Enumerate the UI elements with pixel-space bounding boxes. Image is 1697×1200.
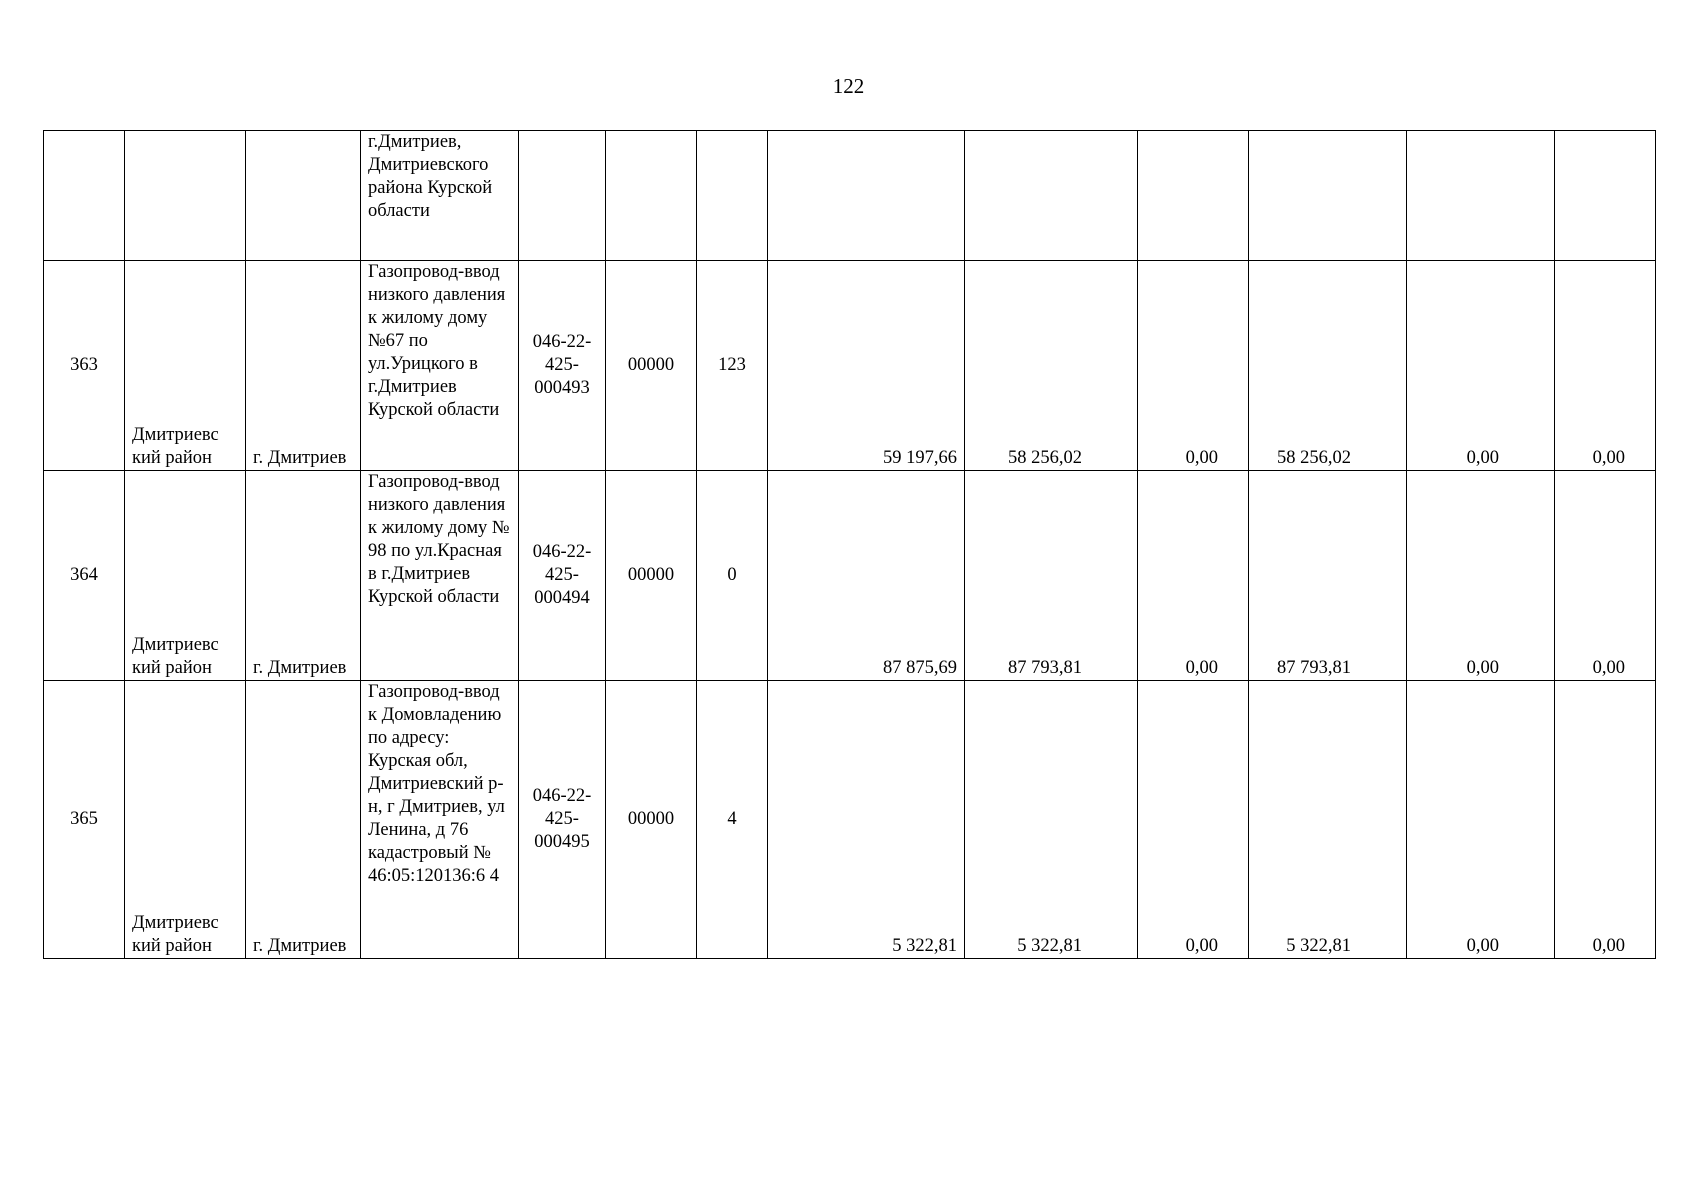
cell-amount6	[1555, 131, 1656, 261]
amount-1: 59 197,66	[768, 261, 965, 471]
cell-num	[44, 131, 125, 261]
amount-6: 0,00	[1555, 681, 1656, 959]
district: Дмитриевс кий район	[125, 261, 246, 471]
amount-5: 0,00	[1407, 471, 1555, 681]
cell-name	[361, 131, 519, 261]
quantity: 0	[697, 471, 768, 681]
amount-1: 5 322,81	[768, 681, 965, 959]
inventory-code: 046-22-425-000493	[519, 261, 606, 471]
cell-code	[519, 131, 606, 261]
row-number: 364	[44, 471, 125, 681]
cell-amount1	[768, 131, 965, 261]
asset-registry-table	[43, 130, 1656, 959]
amount-2: 58 256,02	[965, 261, 1138, 471]
quantity: 123	[697, 261, 768, 471]
zero-code: 00000	[606, 471, 697, 681]
cell-amount2	[965, 131, 1138, 261]
amount-3: 0,00	[1138, 681, 1249, 959]
cell-amount4	[1249, 131, 1407, 261]
inventory-code: 046-22-425-000495	[519, 681, 606, 959]
object-name: Газопровод-ввод низкого давления к жилому дому № 98 по ул.Красная в г.Дмитриев Курской области	[361, 471, 519, 681]
amount-6: 0,00	[1555, 471, 1656, 681]
amount-4: 5 322,81	[1249, 681, 1407, 959]
cell-district	[125, 131, 246, 261]
amount-6: 0,00	[1555, 261, 1656, 471]
cell-amount5	[1407, 131, 1555, 261]
amount-2: 5 322,81	[965, 681, 1138, 959]
city: г. Дмитриев	[246, 681, 361, 959]
cell-city	[246, 131, 361, 261]
cell-amount3	[1138, 131, 1249, 261]
amount-5: 0,00	[1407, 261, 1555, 471]
row-number: 365	[44, 681, 125, 959]
quantity: 4	[697, 681, 768, 959]
table-row-continuation	[44, 131, 1656, 261]
amount-2: 87 793,81	[965, 471, 1138, 681]
zero-code: 00000	[606, 681, 697, 959]
table-row	[44, 471, 1656, 681]
table-row	[44, 261, 1656, 471]
cell-qty	[697, 131, 768, 261]
cell-zero-code	[606, 131, 697, 261]
inventory-code: 046-22-425-000494	[519, 471, 606, 681]
amount-5: 0,00	[1407, 681, 1555, 959]
amount-1: 87 875,69	[768, 471, 965, 681]
page-number: 122	[832, 74, 865, 98]
amount-4: 87 793,81	[1249, 471, 1407, 681]
object-name: Газопровод-ввод к Домовладению по адресу: Курская обл, Дмитриевский р-н, г Дмитриев, ул Ленина, д 76 кадастровый № 46:05:120136:6 4	[361, 681, 519, 959]
city: г. Дмитриев	[246, 471, 361, 681]
district: Дмитриевс кий район	[125, 471, 246, 681]
object-name: г.Дмитриев, Дмитриевского района Курской области	[368, 132, 493, 221]
amount-3: 0,00	[1138, 471, 1249, 681]
object-name: Газопровод-ввод низкого давления к жилому дому №67 по ул.Урицкого в г.Дмитриев Курской области	[361, 261, 519, 471]
city: г. Дмитриев	[246, 261, 361, 471]
row-number: 363	[44, 261, 125, 471]
district: Дмитриевс кий район	[125, 681, 246, 959]
table-row	[44, 681, 1656, 959]
amount-4: 58 256,02	[1249, 261, 1407, 471]
zero-code: 00000	[606, 261, 697, 471]
amount-3: 0,00	[1138, 261, 1249, 471]
